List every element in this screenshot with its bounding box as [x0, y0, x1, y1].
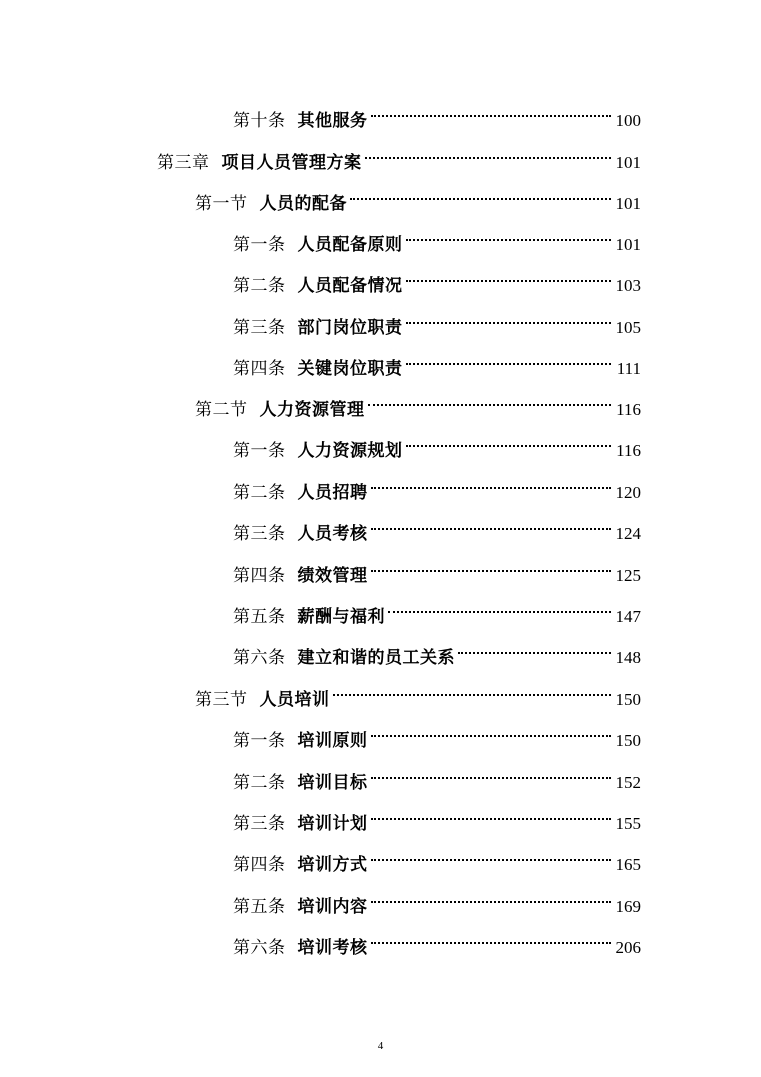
toc-dot-leader [350, 177, 611, 209]
toc-entry-label: 第六条 [233, 648, 286, 668]
toc-entry-label: 第一条 [233, 441, 286, 461]
toc-dot-leader [371, 756, 612, 788]
toc-entry[interactable] [233, 301, 641, 338]
page-number: 4 [377, 1040, 384, 1052]
toc-entry[interactable] [233, 838, 641, 875]
toc-dot-leader [406, 259, 612, 291]
toc-entry-label: 第三条 [233, 814, 286, 834]
toc-entry-label: 第一条 [233, 235, 286, 255]
toc-entry-title: 人员配备情况 [297, 276, 403, 296]
toc-dot-leader [371, 549, 612, 581]
toc-entry[interactable] [233, 590, 641, 627]
toc-entry-page: 169 [615, 897, 641, 916]
toc-entry-title: 项目人员管理方案 [221, 153, 362, 173]
toc-dot-leader [406, 424, 612, 456]
toc-entry-label: 第二条 [233, 773, 286, 793]
toc-entry-page: 111 [616, 359, 641, 378]
toc-entry[interactable] [233, 756, 641, 793]
toc-dot-leader [333, 673, 612, 705]
toc-entry[interactable] [233, 259, 641, 296]
toc-entry-page: 206 [615, 938, 641, 957]
toc-entry-title: 人力资源管理 [259, 400, 365, 420]
toc-entry-label: 第二条 [233, 276, 286, 296]
toc-entry-label: 第十条 [233, 111, 286, 131]
toc-entry-title: 建立和谐的员工关系 [297, 648, 455, 668]
toc-entry-label: 第三节 [195, 690, 248, 710]
toc-entry-title: 关键岗位职责 [297, 359, 403, 379]
toc-dot-leader [371, 921, 612, 953]
toc-entry-page: 120 [615, 483, 641, 502]
toc-entry[interactable] [233, 880, 641, 917]
toc-entry-title: 人员考核 [297, 524, 368, 544]
toc-entry-page: 103 [615, 276, 641, 295]
toc-entry-title: 人员的配备 [259, 194, 347, 214]
toc-entry-page: 148 [615, 648, 641, 667]
toc-entry-title: 其他服务 [297, 111, 368, 131]
toc-entry-page: 150 [615, 731, 641, 750]
toc-dot-leader [406, 301, 612, 333]
toc-dot-leader [371, 507, 612, 539]
toc-entry-page: 116 [616, 441, 641, 460]
toc-entry-label: 第三章 [157, 153, 210, 173]
toc-entry-title: 培训计划 [297, 814, 368, 834]
toc-entry-label: 第一条 [233, 731, 286, 751]
toc-entry-page: 101 [615, 194, 641, 213]
toc-entry-label: 第五条 [233, 897, 286, 917]
toc-entry[interactable] [233, 507, 641, 544]
toc-entry-title: 培训目标 [297, 773, 368, 793]
toc-entry-title: 部门岗位职责 [297, 318, 403, 338]
toc-dot-leader [371, 880, 612, 912]
toc-entry-label: 第一节 [195, 194, 248, 214]
toc-entry-page: 147 [615, 607, 641, 626]
toc-entry-page: 101 [615, 235, 641, 254]
toc-dot-leader [388, 590, 611, 622]
toc-entry[interactable] [233, 342, 641, 379]
toc-dot-leader [406, 218, 612, 250]
toc-entry-label: 第二条 [233, 483, 286, 503]
toc-entry-page: 152 [615, 773, 641, 792]
toc-dot-leader [406, 342, 612, 374]
toc-dot-leader [371, 94, 612, 126]
toc-dot-leader [371, 714, 612, 746]
toc-entry-page: 124 [615, 524, 641, 543]
toc-entry-page: 165 [615, 855, 641, 874]
toc-entry-page: 116 [616, 400, 641, 419]
toc-entry-label: 第四条 [233, 359, 286, 379]
toc-dot-leader [368, 383, 612, 415]
toc-dot-leader [365, 136, 612, 168]
toc-dot-leader [371, 797, 612, 829]
toc-entry[interactable] [233, 424, 641, 461]
toc-entry-title: 培训考核 [297, 938, 368, 958]
toc-entry[interactable] [195, 673, 641, 710]
toc-entry-label: 第二节 [195, 400, 248, 420]
toc-entry-label: 第六条 [233, 938, 286, 958]
toc-entry-label: 第五条 [233, 607, 286, 627]
toc-entry-title: 人员招聘 [297, 483, 368, 503]
toc-entry-page: 105 [615, 318, 641, 337]
toc-entry-label: 第三条 [233, 318, 286, 338]
toc-entry-title: 人员配备原则 [297, 235, 403, 255]
toc-entry[interactable] [233, 797, 641, 834]
toc-entry-title: 薪酬与福利 [297, 607, 385, 627]
toc-dot-leader [458, 631, 611, 663]
toc-dot-leader [371, 466, 612, 498]
toc-entry[interactable] [233, 549, 641, 586]
toc-entry-page: 155 [615, 814, 641, 833]
toc-entry[interactable] [195, 177, 641, 214]
toc-entry-title: 绩效管理 [297, 566, 368, 586]
toc-entry-title: 培训方式 [297, 855, 368, 875]
toc-entry-title: 人员培训 [259, 690, 330, 710]
toc-entry-page: 100 [615, 111, 641, 130]
toc-entry-label: 第四条 [233, 566, 286, 586]
toc-entry[interactable] [233, 921, 641, 958]
toc-entry-page: 101 [615, 153, 641, 172]
toc-entry[interactable] [233, 94, 641, 131]
toc-entry-title: 培训内容 [297, 897, 368, 917]
toc-entry[interactable] [233, 218, 641, 255]
toc-entry[interactable] [233, 466, 641, 503]
toc-entry-title: 人力资源规划 [297, 441, 403, 461]
toc-entry-page: 150 [615, 690, 641, 709]
toc-entry-label: 第四条 [233, 855, 286, 875]
toc-entry-page: 125 [615, 566, 641, 585]
toc-entry[interactable] [233, 714, 641, 751]
toc-entry[interactable] [195, 383, 641, 420]
toc-entry[interactable] [157, 136, 641, 173]
toc-entry-title: 培训原则 [297, 731, 368, 751]
toc-entry[interactable] [233, 631, 641, 668]
toc-entry-label: 第三条 [233, 524, 286, 544]
toc-dot-leader [371, 838, 612, 870]
